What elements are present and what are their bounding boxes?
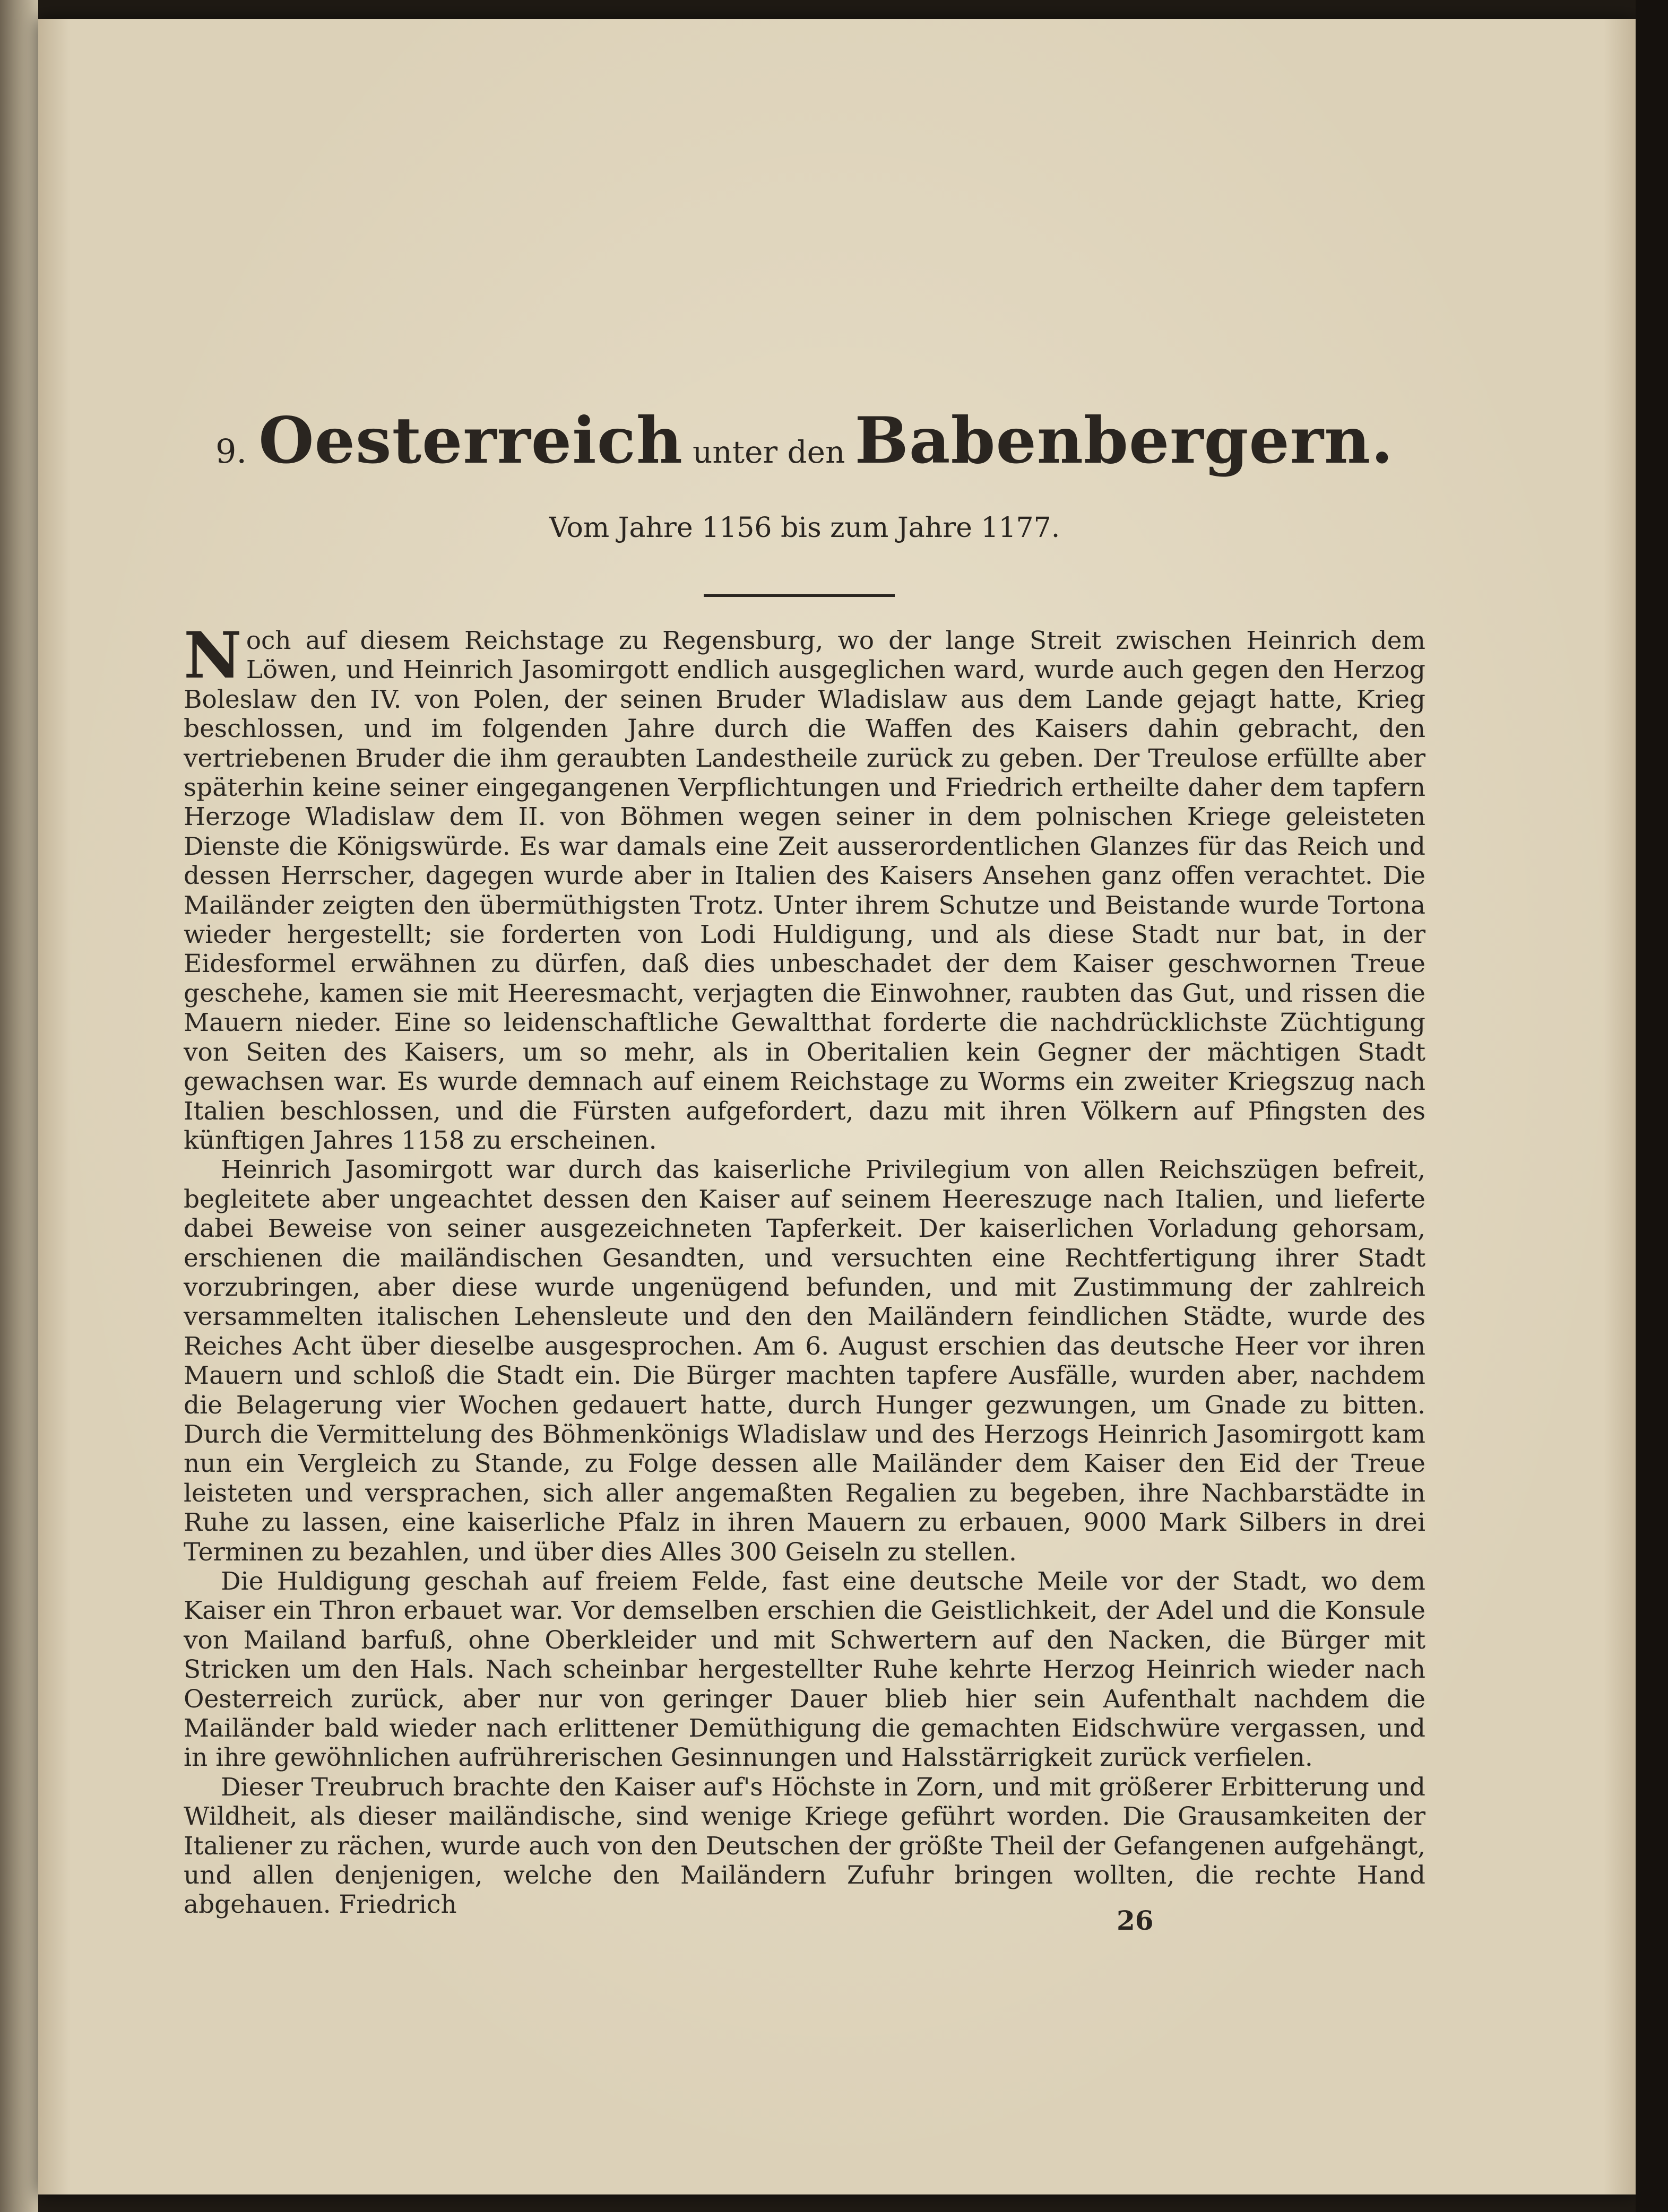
book-spine (0, 0, 38, 2212)
paragraph: Noch auf diesem Reichstage zu Regensburg, wo der lange Streit zwischen Heinrich dem Löwen, und Heinrich Jasomirgott endlich ausgeglichen ward, wurde auch gegen den Herzog Boleslaw den IV. von Polen, der seinen Bruder Wladislaw aus dem Lande gejagt hatte, Krieg beschlossen, und im folgenden Jahre durch die Waffen des Kaisers dahin gebracht, den vertriebenen Bruder die ihm geraubten Landestheile zurück zu geben. Der Treulose erfüllte aber späterhin keine seiner eingegangenen Verpflichtungen und Friedrich ertheilte daher dem tapfern Herzoge Wladislaw dem II. von Böhmen wegen seiner in dem polnischen Kriege geleisteten Dienste die Königswürde. Es war damals eine Zeit ausserordentlichen Glanzes für das Reich und dessen Herrscher, dagegen wurde aber in Italien des Kaisers Ansehen ganz offen verachtet. Die Mailänder zeigten den übermüthigsten Trotz. Unter ihrem Schutze und Beistande wurde Tortona wieder hergestellt; sie forderten von Lodi Huldigung, und als diese Stadt nur bat, in der Eidesformel erwähnen zu dürfen, daß dies unbeschadet der dem Kaiser geschwornen Treue geschehe, kamen sie mit Heeresmacht, verjagten die Einwohner, raubten das Gut, und rissen die Mauern nieder. Eine so leidenschaftliche Gewaltthat forderte die nachdrücklichste Züchtigung von Seiten des Kaisers, um so mehr, als in Oberitalien kein Gegner der mächtigen Stadt gewachsen war. Es wurde demnach auf einem Reichstage zu Worms ein zweiter Kriegszug nach Italien beschlossen, und die Fürsten aufgefordert, dazu mit ihren Völkern auf Pfingsten des künftigen Jahres 1158 zu erscheinen. (184, 618, 1425, 1155)
paragraph: Die Huldigung geschah auf freiem Felde, fast eine deutsche Meile vor der Stadt, wo dem Kaiser ein Thron erbauet war. Vor demselben erschien die Geistlichkeit, der Adel und die Konsule von Mailand barfuß, ohne Oberkleider und mit Schwertern auf den Nacken, die Bürger mit Stricken um den Hals. Nach scheinbar hergestellter Ruhe kehrte Herzog Heinrich wieder nach Oesterreich zurück, aber nur von geringer Dauer blieb hier sein Aufenthalt nachdem die Mailänder bald wieder nach erlittener Demüthigung die gemachten Eidschwüre vergassen, und in ihre gewöhnlichen aufrührerischen Gesinnungen und Halsstärrigkeit zurück verfielen. (184, 1567, 1425, 1773)
heading-divider (704, 594, 895, 597)
body-text (184, 618, 1425, 1920)
paragraph: Heinrich Jasomirgott war durch das kaiserliche Privilegium von allen Reichszügen befreit, begleitete aber ungeachtet dessen den Kaiser auf seinem Heereszuge nach Italien, und lieferte dabei Beweise von seiner ausgezeichneten Tapferkeit. Der kaiserlichen Vorladung gehorsam, erschienen die mailändischen Gesandten, und versuchten eine Rechtfertigung ihrer Stadt vorzubringen, aber diese wurde ungenügend befunden, und mit Zustimmung der zahlreich versammelten italischen Lehensleute und den den Mailändern feindlichen Städte, wurde des Reiches Acht über dieselbe ausgesprochen. Am 6. August erschien das deutsche Heer vor ihren Mauern und schloß die Stadt ein. Die Bürger machten tapfere Ausfälle, wurden aber, nachdem die Belagerung vier Wochen gedauert hatte, durch Hunger gezwungen, um Gnade zu bitten. Durch die Vermittelung des Böhmenkönigs Wladislaw und des Herzogs Heinrich Jasomirgott kam nun ein Vergleich zu Stande, zu Folge dessen alle Mailänder dem Kaiser den Eid der Treue leisteten und versprachen, sich aller angemaßten Regalien zu begeben, ihre Nachbarstädte in Ruhe zu lassen, eine kaiserliche Pfalz in ihren Mauern zu erbauen, 9000 Mark Silbers in drei Terminen zu bezahlen, und über dies Alles 300 Geiseln zu stellen. (184, 1155, 1425, 1567)
chapter-heading (184, 403, 1425, 493)
chapter-title-main: Oesterreich (258, 403, 684, 478)
chapter-title-tail: Babenbergern. (854, 403, 1394, 478)
chapter-number: 9. (215, 432, 247, 471)
paragraph: Dieser Treubruch brachte den Kaiser auf's Höchste in Zorn, und mit größerer Erbitterung und Wildheit, als dieser mailändische, sind wenige Kriege geführt worden. Die Grausamkeiten der Italiener zu rächen, wurde auch von den Deutschen der größte Theil der Gefangenen aufgehängt, und allen denjenigen, welche den Mailändern Zufuhr bringen wollten, die rechte Hand abgehauen. Friedrich (184, 1772, 1425, 1920)
chapter-title-connector: unter den (693, 434, 845, 470)
scan-border (1636, 0, 1668, 2212)
chapter-subtitle: Vom Jahre 1156 bis zum Jahre 1177. (549, 512, 1060, 544)
page-number: 26 (1117, 1905, 1154, 1936)
